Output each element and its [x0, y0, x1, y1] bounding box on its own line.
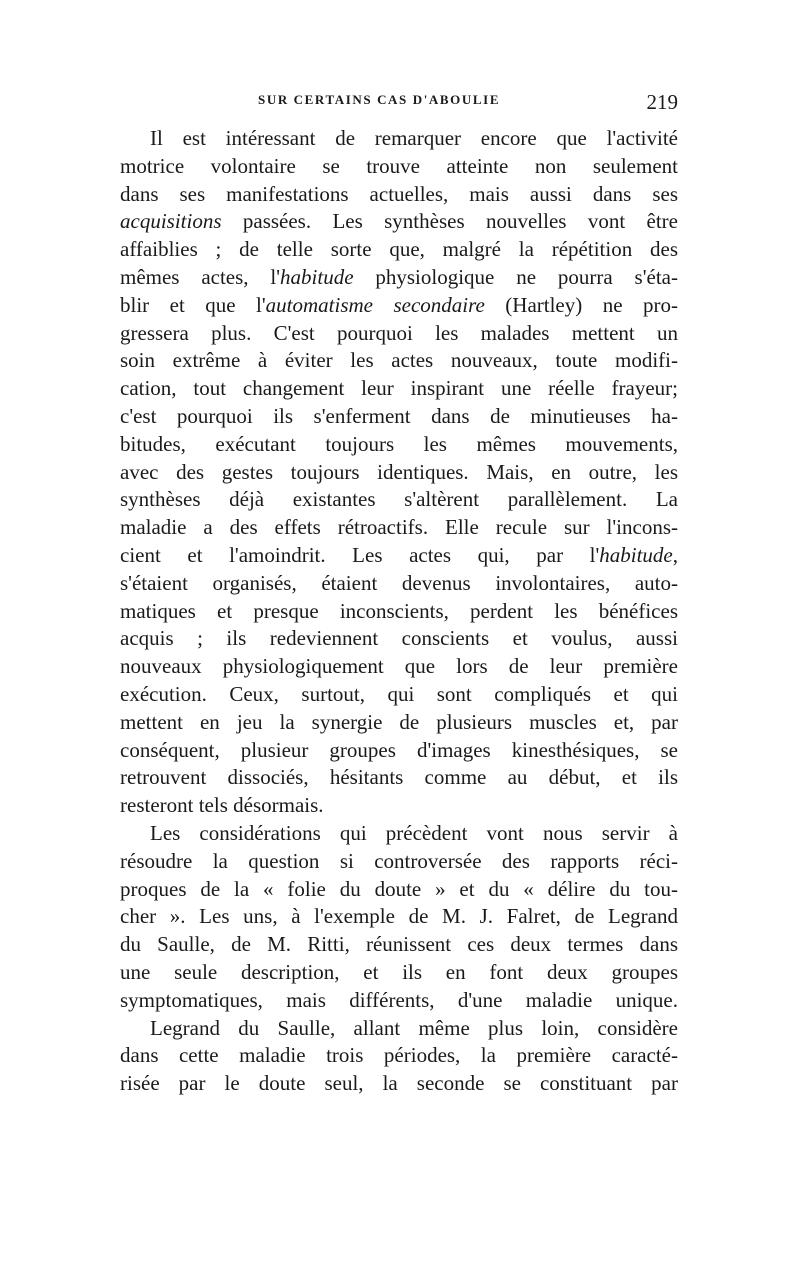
text-line: soin extrême à éviter les actes nouveaux, toute modifi-	[120, 348, 678, 373]
text-line: conséquent, plusieur groupes d'images kinesthésiques, se	[120, 737, 678, 762]
text-line: Les considérations qui précèdent vont nous servir à	[150, 820, 678, 845]
text-line: proques de la « folie du doute » et du « délire du tou-	[120, 876, 678, 901]
text-line: une seule description, et ils en font deux groupes	[120, 959, 678, 984]
running-head	[118, 90, 678, 120]
text-line: du Saulle, de M. Ritti, réunissent ces deux termes dans	[120, 932, 678, 957]
text-line: dans cette maladie trois périodes, la première caracté-	[120, 1043, 678, 1068]
page-number: 219	[646, 90, 678, 114]
text-line: Il est intéressant de remarquer encore que l'activité	[150, 126, 678, 150]
text-line: Legrand du Saulle, allant même plus loin, considère	[150, 1015, 678, 1040]
text-line: nouveaux physiologiquement que lors de leur première	[120, 654, 678, 679]
text-line: bitudes, exécutant toujours les mêmes mouvements,	[120, 431, 678, 456]
text-line: blir et que l'automatisme secondaire (Hartley) ne pro-	[120, 292, 678, 317]
text-line: cient et l'amoindrit. Les actes qui, par l'habitude,	[120, 542, 678, 567]
text-line: gressera plus. C'est pourquoi les malades mettent un	[120, 320, 678, 345]
text-line: retrouvent dissociés, hésitants comme au début, et ils	[120, 765, 678, 790]
text-line: synthèses déjà existantes s'altèrent parallèlement. La	[120, 487, 678, 512]
text-line: dans ses manifestations actuelles, mais aussi dans ses	[120, 181, 678, 206]
text-line: mêmes actes, l'habitude physiologique ne pourra s'éta-	[120, 264, 678, 289]
text-line: cation, tout changement leur inspirant une réelle frayeur;	[120, 376, 678, 401]
text-line: mettent en jeu la synergie de plusieurs muscles et, par	[120, 709, 678, 734]
text-line: résoudre la question si controversée des rapports réci-	[120, 848, 678, 873]
text-line: motrice volontaire se trouve atteinte non seulement	[120, 153, 678, 178]
text-line: symptomatiques, mais différents, d'une maladie unique.	[120, 987, 678, 1012]
text-line: c'est pourquoi ils s'enferment dans de minutieuses ha-	[120, 403, 678, 428]
body-text	[120, 125, 678, 1098]
text-line: affaiblies ; de telle sorte que, malgré la répétition des	[120, 237, 678, 262]
text-line: acquis ; ils redeviennent conscients et voulus, aussi	[120, 626, 678, 651]
text-line: matiques et presque inconscients, perdent les bénéfices	[120, 598, 678, 623]
text-line: avec des gestes toujours identiques. Mais, en outre, les	[120, 459, 678, 484]
text-line: risée par le doute seul, la seconde se constituant par	[120, 1071, 678, 1096]
text-line: maladie a des effets rétroactifs. Elle recule sur l'incons-	[120, 515, 678, 540]
text-line: resteront tels désormais.	[120, 793, 324, 818]
text-line: s'étaient organisés, étaient devenus involontaires, auto-	[120, 570, 678, 595]
text-line: acquisitions passées. Les synthèses nouvelles vont être	[120, 209, 678, 234]
text-line: exécution. Ceux, surtout, qui sont compliqués et qui	[120, 681, 678, 706]
text-line: cher ». Les uns, à l'exemple de M. J. Falret, de Legrand	[120, 904, 678, 929]
running-title: SUR CERTAINS CAS D'ABOULIE	[258, 92, 501, 107]
